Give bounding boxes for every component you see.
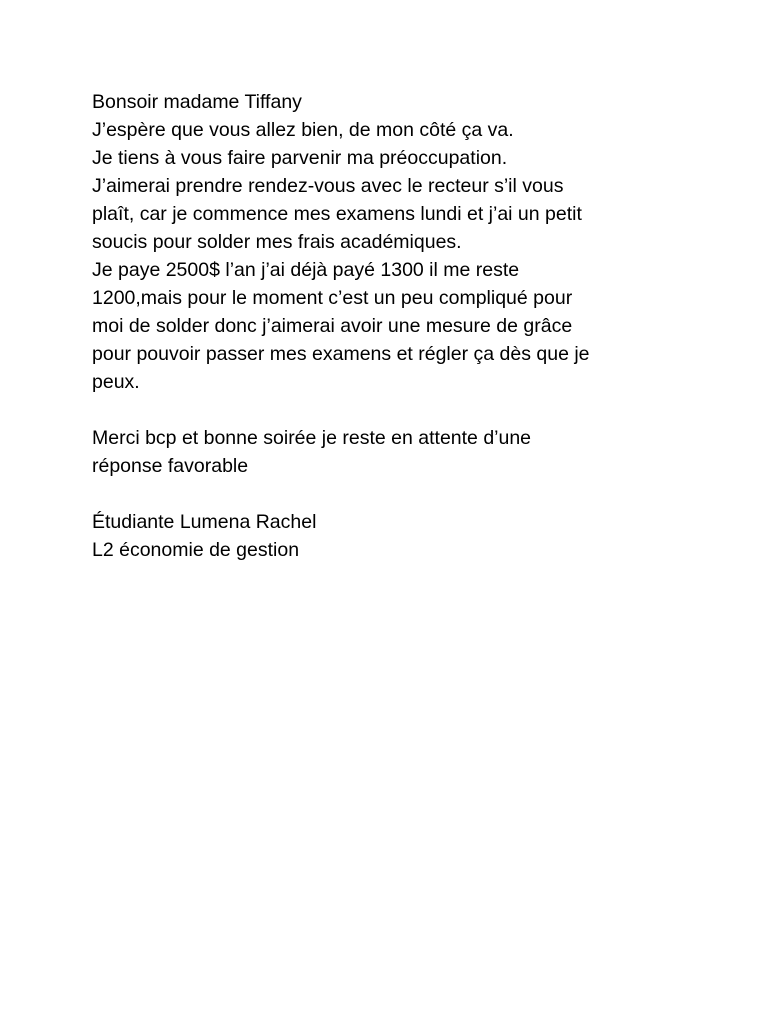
body-line: 1200,mais pour le moment c’est un peu compliqué pour <box>92 287 573 309</box>
body-line: J’aimerai prendre rendez-vous avec le recteur s’il vous <box>92 175 564 197</box>
closing-line: réponse favorable <box>92 455 249 477</box>
signature-name: Étudiante Lumena Rachel <box>92 511 317 533</box>
signature-program: L2 économie de gestion <box>92 539 300 561</box>
body-line: peux. <box>92 371 140 393</box>
letter-text <box>92 88 712 564</box>
paragraph-gap <box>92 480 712 508</box>
body-line: plaît, car je commence mes examens lundi et j’ai un petit <box>92 203 582 225</box>
body-line: Je tiens à vous faire parvenir ma préoccupation. <box>92 147 508 169</box>
body-line: Je paye 2500$ l’an j’ai déjà payé 1300 il me reste <box>92 259 520 281</box>
body-line: soucis pour solder mes frais académiques. <box>92 231 462 253</box>
closing-line: Merci bcp et bonne soirée je reste en attente d’une <box>92 427 532 449</box>
body-line: moi de solder donc j’aimerai avoir une mesure de grâce <box>92 315 573 337</box>
body-line: pour pouvoir passer mes examens et régler ça dès que je <box>92 343 590 365</box>
body-line: J’espère que vous allez bien, de mon côté ça va. <box>92 119 514 141</box>
paragraph-gap <box>92 396 712 424</box>
greeting: Bonsoir madame Tiffany <box>92 91 302 113</box>
